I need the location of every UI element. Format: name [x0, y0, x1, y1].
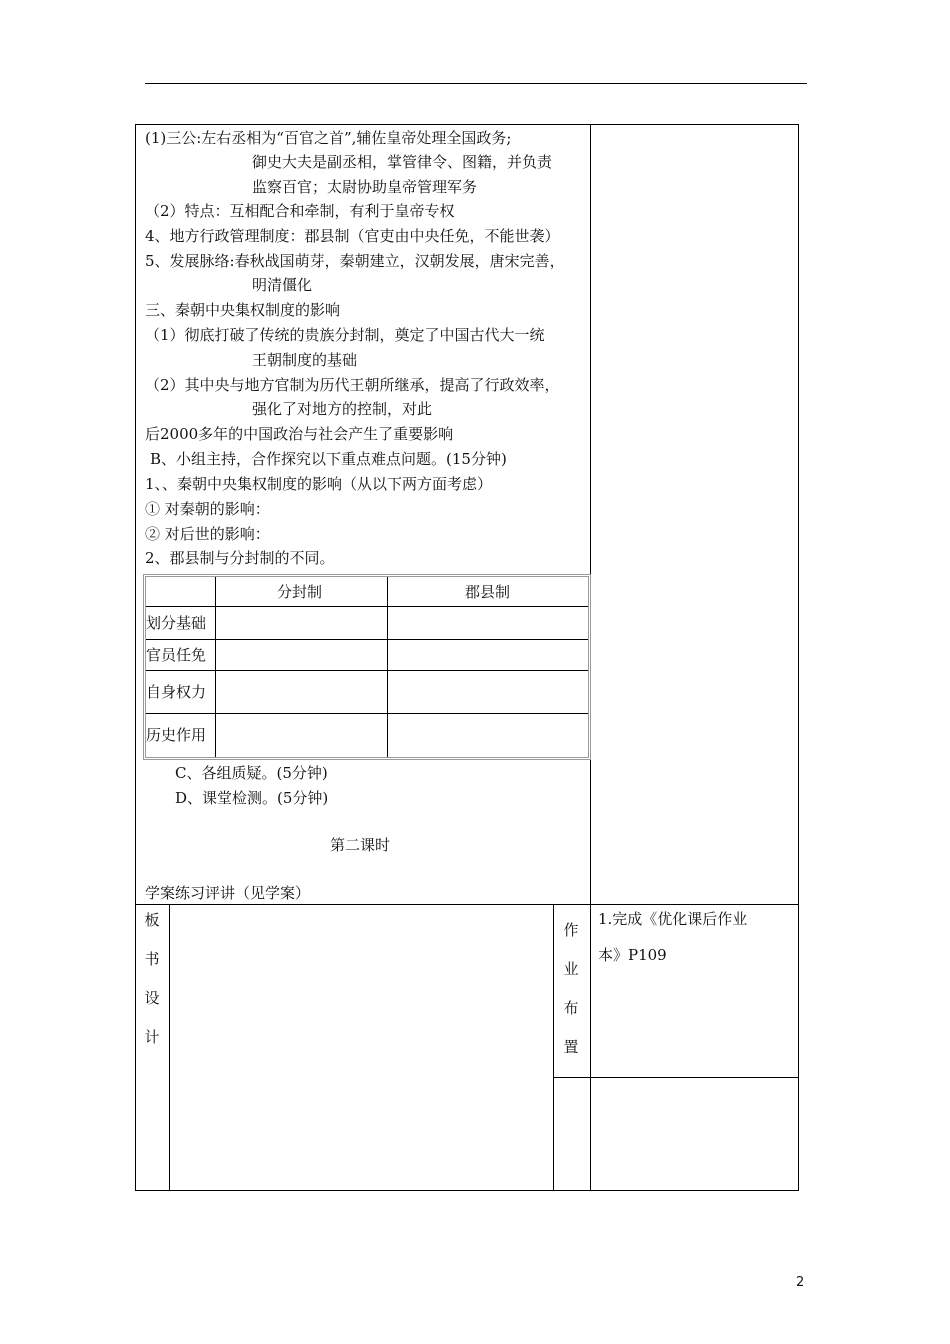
table-row-label: 划分基础: [146, 614, 207, 632]
text-line: ② 对后世的影响：: [145, 525, 270, 543]
text-line: 5、发展脉络:春秋战国萌芽，秦朝建立，汉朝发展，唐宋完善，: [145, 252, 565, 270]
text-line: C、各组质疑。(5分钟): [175, 764, 328, 782]
text-line: D、课堂检测。(5分钟): [175, 789, 329, 807]
homework-label-char: 作: [563, 921, 579, 939]
text-line: 学案练习评讲（见学案）: [145, 884, 311, 902]
text-line: B、小组主持，合作探究以下重点难点问题。(15分钟): [150, 450, 507, 468]
header-rule: [145, 83, 807, 84]
table-divider: [146, 606, 588, 607]
text-line: 御史大夫是副丞相，掌管律令、图籍，并负责: [252, 153, 553, 171]
text-line: 王朝制度的基础: [252, 351, 358, 369]
text-line: 强化了对地方的控制，对此: [252, 400, 433, 418]
table-divider: [215, 577, 216, 757]
table-row-label: 历史作用: [146, 726, 207, 744]
table-header: 郡县制: [465, 583, 511, 601]
homework-text: 本》P109: [598, 946, 667, 964]
homework-label: [561, 918, 581, 1074]
text-line: （1）彻底打破了传统的贵族分封制，奠定了中国古代大一统: [145, 326, 545, 344]
homework-label-char: 业: [563, 960, 579, 978]
board-label-char: 设: [144, 989, 160, 1007]
homework-label-divider: [553, 904, 554, 1191]
homework-label-char: 布: [563, 999, 579, 1017]
section-heading: 三、秦朝中央集权制度的影响: [145, 301, 341, 319]
table-divider: [146, 639, 588, 640]
board-label-char: 板: [144, 911, 160, 929]
homework-label-char: 置: [563, 1038, 579, 1056]
table-header: 分封制: [277, 583, 323, 601]
text-line: 监察百官；太尉协助皇帝管理军务: [252, 178, 478, 196]
board-label-char: 书: [144, 950, 160, 968]
page-number: 2: [796, 1275, 805, 1290]
text-line: 明清僵化: [252, 276, 313, 294]
session-title: 第二课时: [330, 836, 391, 854]
text-line: 后2000多年的中国政治与社会产生了重要影响: [145, 425, 454, 443]
text-line: (1)三公:左右丞相为“百官之首”,辅佐皇帝处理全国政务;: [145, 129, 512, 147]
text-line: （2）特点：互相配合和牵制，有利于皇帝专权: [145, 202, 455, 220]
table-divider: [146, 713, 588, 714]
homework-row-divider: [553, 1077, 799, 1078]
text-line: （2）其中央与地方官制为历代王朝所继承，提高了行政效率，: [145, 376, 560, 394]
table-divider: [146, 670, 588, 671]
text-line: 2、郡县制与分封制的不同。: [145, 549, 335, 567]
table-divider: [387, 577, 388, 757]
table-row-label: 官员任免: [146, 646, 207, 664]
homework-text: 1.完成《优化课后作业: [598, 910, 748, 928]
comparison-table: [143, 574, 591, 760]
table-row-label: 自身权力: [146, 683, 207, 701]
text-line: 1、、秦朝中央集权制度的影响（从以下两方面考虑）: [145, 475, 493, 493]
board-label-divider: [169, 904, 170, 1191]
board-label-char: 计: [144, 1028, 160, 1046]
board-design-label: [142, 908, 162, 1064]
text-line: ① 对秦朝的影响：: [145, 500, 270, 518]
text-line: 4、地方行政管理制度：郡县制（官吏由中央任免，不能世袭）: [145, 227, 560, 245]
